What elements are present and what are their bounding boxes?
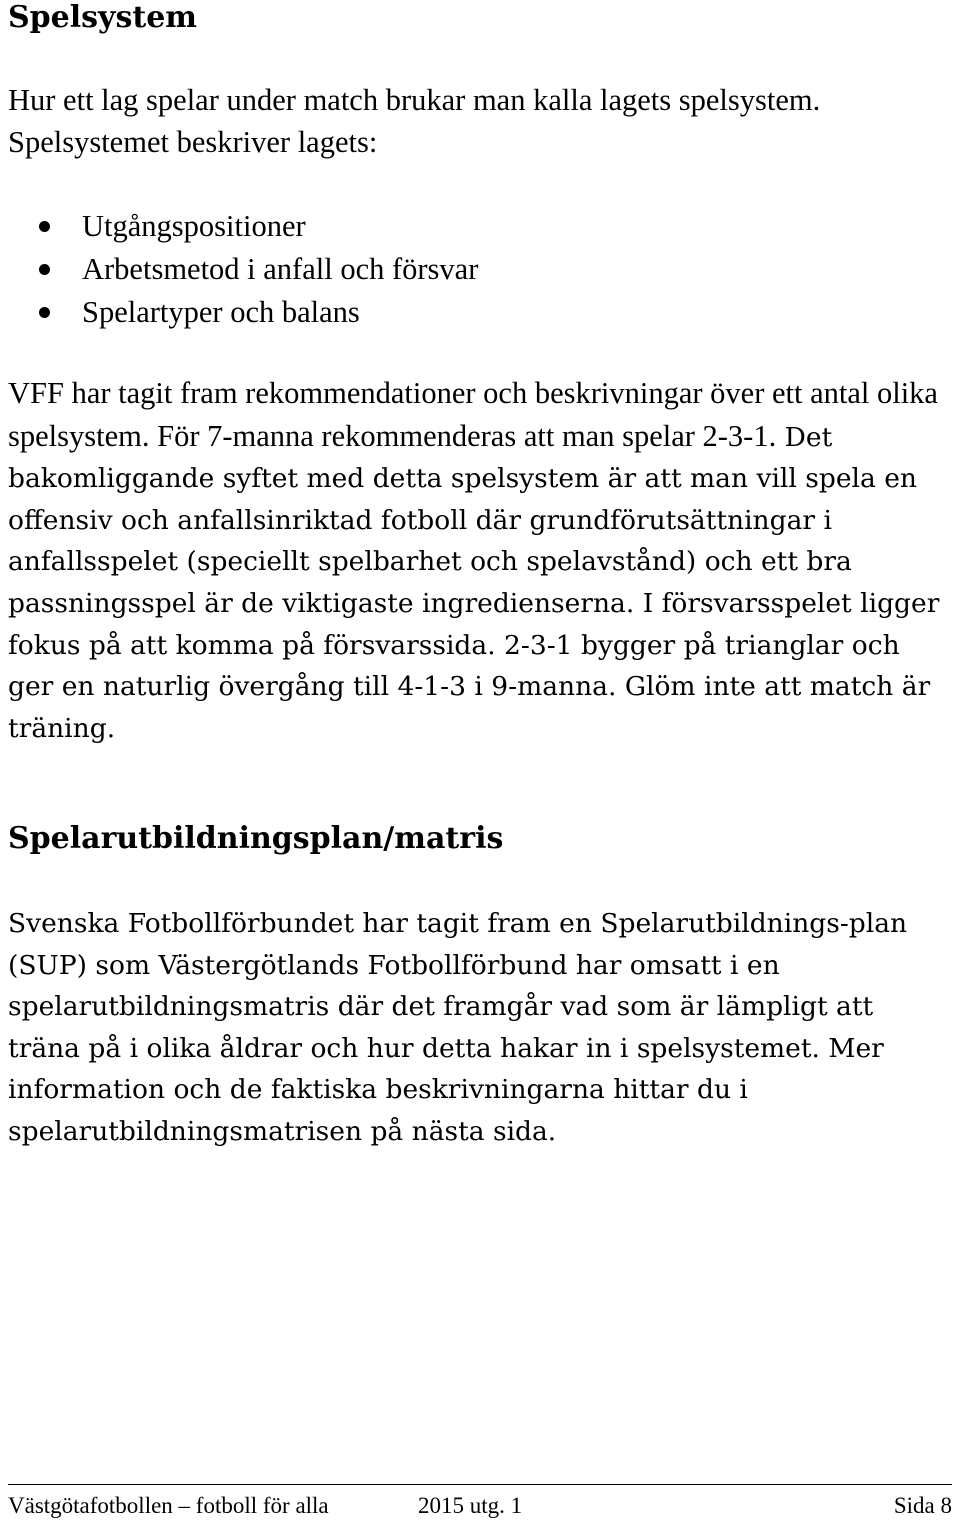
footer-edition: 2015 utg. 1: [418, 1493, 523, 1518]
footer-title: Västgötafotbollen – fotboll för alla: [8, 1493, 329, 1518]
bullet-list: [8, 205, 478, 334]
section-heading-spelarutbildningsplan: Spelarutbildningsplan/matris: [8, 821, 504, 856]
page-number: Sida 8: [893, 1493, 952, 1518]
bullet-icon: [39, 307, 50, 318]
intro-paragraph: Hur ett lag spelar under match brukar man kalla lagets spelsystem. Spelsystemet beskriver lagets:: [8, 83, 821, 159]
sup-paragraph: Svenska Fotbollförbundet har tagit fram en Spelarutbildnings-plan (SUP) som Västergötlands Fotbollförbund har omsatt i en spelarutbildningsmatris där det framgår vad som är lämpligt att träna på i olika åldrar och hur detta hakar in i spelsystemet. Mer information och de faktiska beskrivningarna hittar du i spelarutbildningsmatrisen på nästa sida.: [8, 908, 908, 1147]
bullet-text: Utgångspositioner: [82, 209, 306, 243]
purpose-text: Det bakomliggande syftet med detta spelsystem är att man vill spela en offensiv och anfallsinriktad fotboll där grundförutsättningar i anfallsspelet (speciellt spelbarhet och spelavstånd) och ett bra passningsspel är de viktigaste ingredienserna. I försvarsspelet ligger fokus på att komma på försvarssida. 2-3-1 bygger på trianglar och ger en naturlig övergång till 4-1-3 i 9-manna. Glöm inte att match är träning.: [8, 421, 940, 744]
bullet-item: [8, 205, 478, 248]
footer-divider: [8, 1484, 952, 1485]
recommendation-text: VFF har tagit fram rekommendationer och beskrivningar över ett antal olika spelsystem. För 7-manna rekommenderas att man spelar 2-3-1.: [8, 376, 938, 453]
bullet-icon: [39, 264, 50, 275]
bullet-item: [8, 248, 478, 291]
bullet-text: Arbetsmetod i anfall och försvar: [82, 252, 479, 286]
bullet-icon: [39, 221, 50, 232]
bullet-text: Spelartyper och balans: [82, 295, 360, 329]
spelsystem-paragraph: [8, 373, 952, 749]
section-heading-spelsystem: Spelsystem: [8, 0, 198, 35]
bullet-item: [8, 291, 478, 334]
